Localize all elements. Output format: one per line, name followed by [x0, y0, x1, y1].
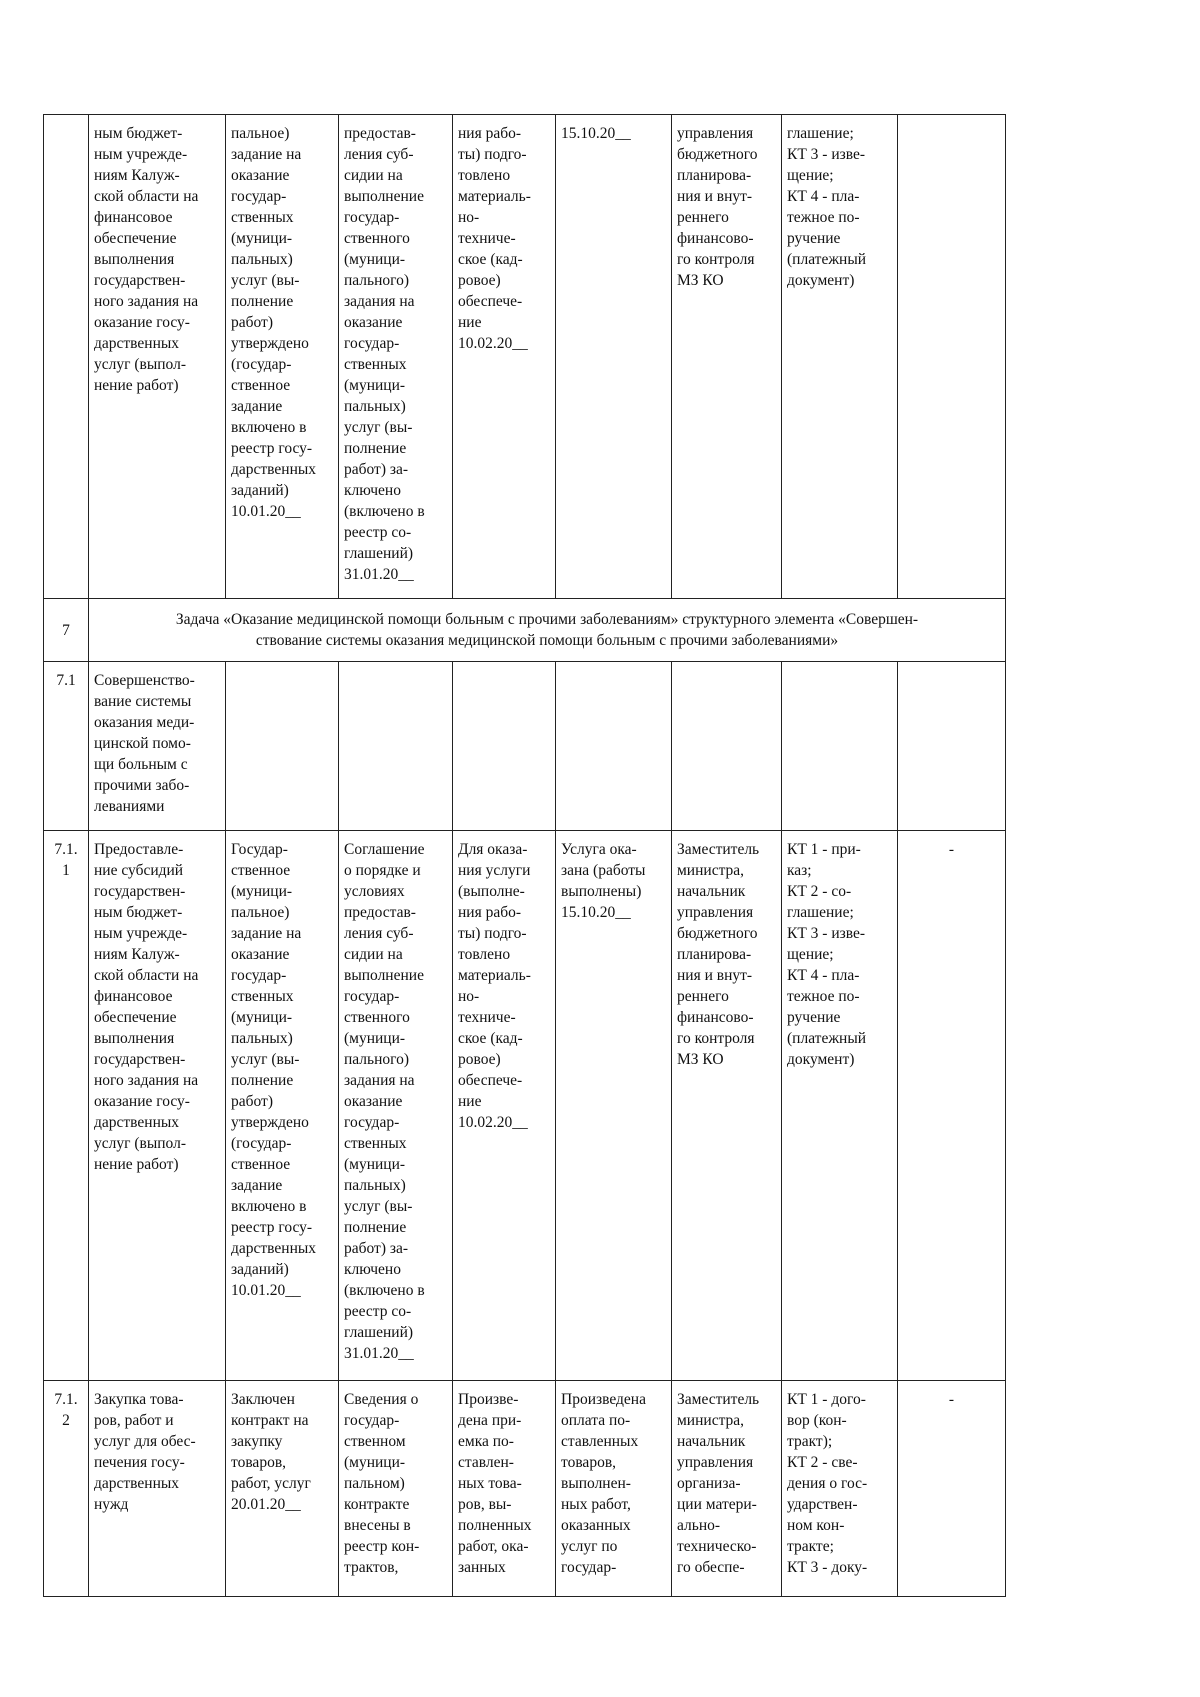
control-point-1-cell: Заключен контракт на закупку товаров, работ, услуг 20.01.20__: [226, 1381, 339, 1597]
event-name-cell: Предоставле- ние субсидий государствен- ным бюджет- ным учрежде- ниям Калуж- ской области на финансовое обеспечение выполнения государствен- ного задания на оказание госу- дарственных услуг (выпол- нение работ): [89, 831, 226, 1381]
control-point-2-cell: Соглашение о порядке и условиях предостав- ления суб- сидии на выполнение государ- ственного (муници- пального) задания на оказание государ- ственных (муници- пальных) услуг (вы- полнение работ) за- ключено (включено в реестр со- глашений) 31.01.20__: [339, 831, 453, 1381]
table-row: [44, 115, 1006, 599]
row-number: 7.1. 2: [44, 1381, 89, 1597]
document-type-cell: [782, 662, 898, 831]
document-type-cell: глашение; КТ 3 - изве- щение; КТ 4 - пла- тежное по- ручение (платежный документ): [782, 115, 898, 599]
row-number: 7.1: [44, 662, 89, 831]
event-name-cell: Закупка това- ров, работ и услуг для обес- печения госу- дарственных нужд: [89, 1381, 226, 1597]
row-number: 7.1. 1: [44, 831, 89, 1381]
control-point-3-cell: [453, 662, 556, 831]
task-row: [44, 599, 1006, 662]
task-title: Задача «Оказание медицинской помощи больным с прочими заболеваниям» структурного элемента «Совершен- ствование системы оказания медицинской помощи больным с прочими заболеваниями»: [89, 599, 1006, 662]
event-name-cell: ным бюджет- ным учрежде- ниям Калуж- ской области на финансовое обеспечение выполнения государствен- ного задания на оказание госу- дарственных услуг (выпол- нение работ): [89, 115, 226, 599]
control-point-4-cell: 15.10.20__: [556, 115, 672, 599]
control-point-2-cell: предостав- ления суб- сидии на выполнение государ- ственного (муници- пального) задания на оказание государ- ственных (муници- пальных) услуг (вы- полнение работ) за- ключено (включено в реестр со- глашений) 31.01.20__: [339, 115, 453, 599]
note-cell: [898, 115, 1006, 599]
table-row: [44, 831, 1006, 1381]
responsible-cell: Заместитель министра, начальник управления бюджетного планирова- ния и внут- реннего финансово- го контроля МЗ КО: [672, 831, 782, 1381]
document-type-cell: КТ 1 - при- каз; КТ 2 - со- глашение; КТ 3 - изве- щение; КТ 4 - пла- тежное по- ручение (платежный документ): [782, 831, 898, 1381]
row-number: 7: [44, 599, 89, 662]
control-point-4-cell: [556, 662, 672, 831]
control-point-1-cell: пальное) задание на оказание государ- ственных (муници- пальных) услуг (вы- полнение работ) утверждено (государ- ственное задание включено в реестр госу- дарственных заданий) 10.01.20__: [226, 115, 339, 599]
control-point-1-cell: Государ- ственное (муници- пальное) задание на оказание государ- ственных (муници- пальных) услуг (вы- полнение работ) утверждено (государ- ственное задание включено в реестр госу- дарственных заданий) 10.01.20__: [226, 831, 339, 1381]
responsible-cell: Заместитель министра, начальник управления организа- ции матери- ально- техническо- го обеспе-: [672, 1381, 782, 1597]
note-cell: -: [898, 831, 1006, 1381]
control-point-2-cell: [339, 662, 453, 831]
control-point-4-cell: Произведена оплата по- ставленных товаров, выполнен- ных работ, оказанных услуг по государ-: [556, 1381, 672, 1597]
control-point-3-cell: Произве- дена при- емка по- ставлен- ных това- ров, вы- полненных работ, ока- занных: [453, 1381, 556, 1597]
event-name-cell: Совершенство- вание системы оказания меди- цинской помо- щи больным с прочими забо- леваниями: [89, 662, 226, 831]
row-number: [44, 115, 89, 599]
control-point-1-cell: [226, 662, 339, 831]
table-row: [44, 1381, 1006, 1597]
responsible-cell: [672, 662, 782, 831]
control-point-3-cell: ния рабо- ты) подго- товлено материаль- но- техниче- ское (кад- ровое) обеспече- ние 10.02.20__: [453, 115, 556, 599]
table-row: [44, 662, 1006, 831]
plan-table: [43, 114, 1006, 1597]
document-type-cell: КТ 1 - дого- вор (кон- тракт); КТ 2 - све- дения о гос- ударствен- ном кон- тракте; КТ 3 - доку-: [782, 1381, 898, 1597]
control-point-2-cell: Сведения о государ- ственном (муници- пальном) контракте внесены в реестр кон- трактов,: [339, 1381, 453, 1597]
responsible-cell: управления бюджетного планирова- ния и внут- реннего финансово- го контроля МЗ КО: [672, 115, 782, 599]
note-cell: -: [898, 1381, 1006, 1597]
note-cell: [898, 662, 1006, 831]
control-point-3-cell: Для оказа- ния услуги (выполне- ния рабо- ты) подго- товлено материаль- но- техниче- ское (кад- ровое) обеспече- ние 10.02.20__: [453, 831, 556, 1381]
control-point-4-cell: Услуга ока- зана (работы выполнены) 15.10.20__: [556, 831, 672, 1381]
